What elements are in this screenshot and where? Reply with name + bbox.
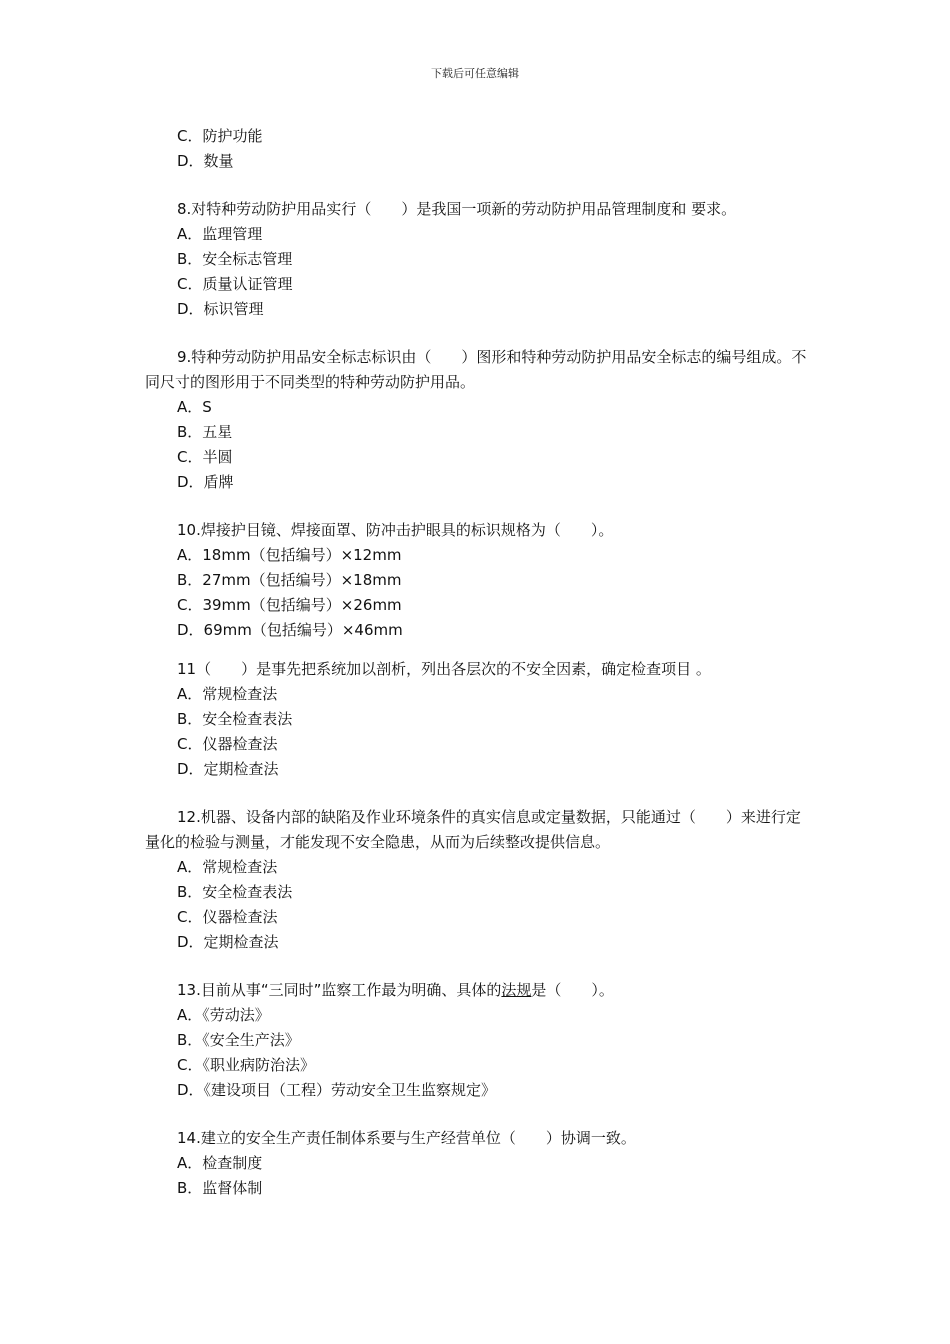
question-stem [145,978,810,1003]
stem-text-after: 是（ ）。 [531,981,614,999]
question-13 [145,978,810,1103]
option-c: C．半圆 [177,448,233,466]
option-b: B．安全标志管理 [177,250,293,268]
option-b: B．《安全生产法》 [177,1031,300,1049]
option-c: C．39mm（包括编号）×26mm [177,596,402,614]
option-c: C．仪器检查法 [177,908,278,926]
law-term-underlined: 法规 [501,981,532,999]
option-d: D．数量 [177,152,234,170]
question-11 [145,657,810,782]
question-stem: 10.焊接护目镜、焊接面罩、防冲击护眼具的标识规格为（ ）。 [177,521,614,539]
question-stem: 9.特种劳动防护用品安全标志标识由（ ）图形和特种劳动防护用品安全标志的编号组成。不同尺寸的图形用于不同类型的特种劳动防护用品。 [145,348,807,391]
option-d: D．69mm（包括编号）×46mm [177,621,403,639]
question-12 [145,805,810,955]
option-d: D．《建设项目（工程）劳动安全卫生监察规定》 [177,1081,497,1099]
option-a: A．常规检查法 [177,858,278,876]
carryover-options [145,124,810,174]
question-stem: 11（ ）是事先把系统加以剖析，列出各层次的不安全因素，确定检查项目 。 [177,660,711,678]
option-d: D．标识管理 [177,300,264,318]
option-a: A．《劳动法》 [177,1006,270,1024]
question-9 [145,345,810,495]
question-14 [145,1126,810,1201]
option-b: B．监督体制 [177,1179,263,1197]
option-a: A．监理管理 [177,225,263,243]
option-c: C．防护功能 [177,127,263,145]
document-body [145,124,810,1201]
option-c: C．质量认证管理 [177,275,293,293]
question-stem: 8.对特种劳动防护用品实行（ ）是我国一项新的劳动防护用品管理制度和 要求。 [177,200,737,218]
option-d: D．定期检查法 [177,933,279,951]
question-stem: 14.建立的安全生产责任制体系要与生产经营单位（ ）协调一致。 [177,1129,636,1147]
question-8 [145,197,810,322]
option-b: B．27mm（包括编号）×18mm [177,571,402,589]
option-b: B．安全检查表法 [177,883,293,901]
option-a: A．18mm（包括编号）×12mm [177,546,402,564]
option-d: D．定期检查法 [177,760,279,778]
option-b: B．五星 [177,423,233,441]
stem-text-before: 13.目前从事“三同时”监察工作最为明确、具体的 [177,981,502,999]
option-c: C．仪器检查法 [177,735,278,753]
option-a: A．S [177,398,212,416]
option-a: A．常规检查法 [177,685,278,703]
question-stem: 12.机器、设备内部的缺陷及作业环境条件的真实信息或定量数据，只能通过（ ）来进行定量化的检验与测量，才能发现不安全隐患，从而为后续整改提供信息。 [145,808,801,851]
option-c: C．《职业病防治法》 [177,1056,315,1074]
option-b: B．安全检查表法 [177,710,293,728]
option-a: A．检查制度 [177,1154,263,1172]
option-d: D．盾牌 [177,473,234,491]
page-header: 下载后可任意编辑 [431,67,519,80]
question-10 [145,518,810,643]
